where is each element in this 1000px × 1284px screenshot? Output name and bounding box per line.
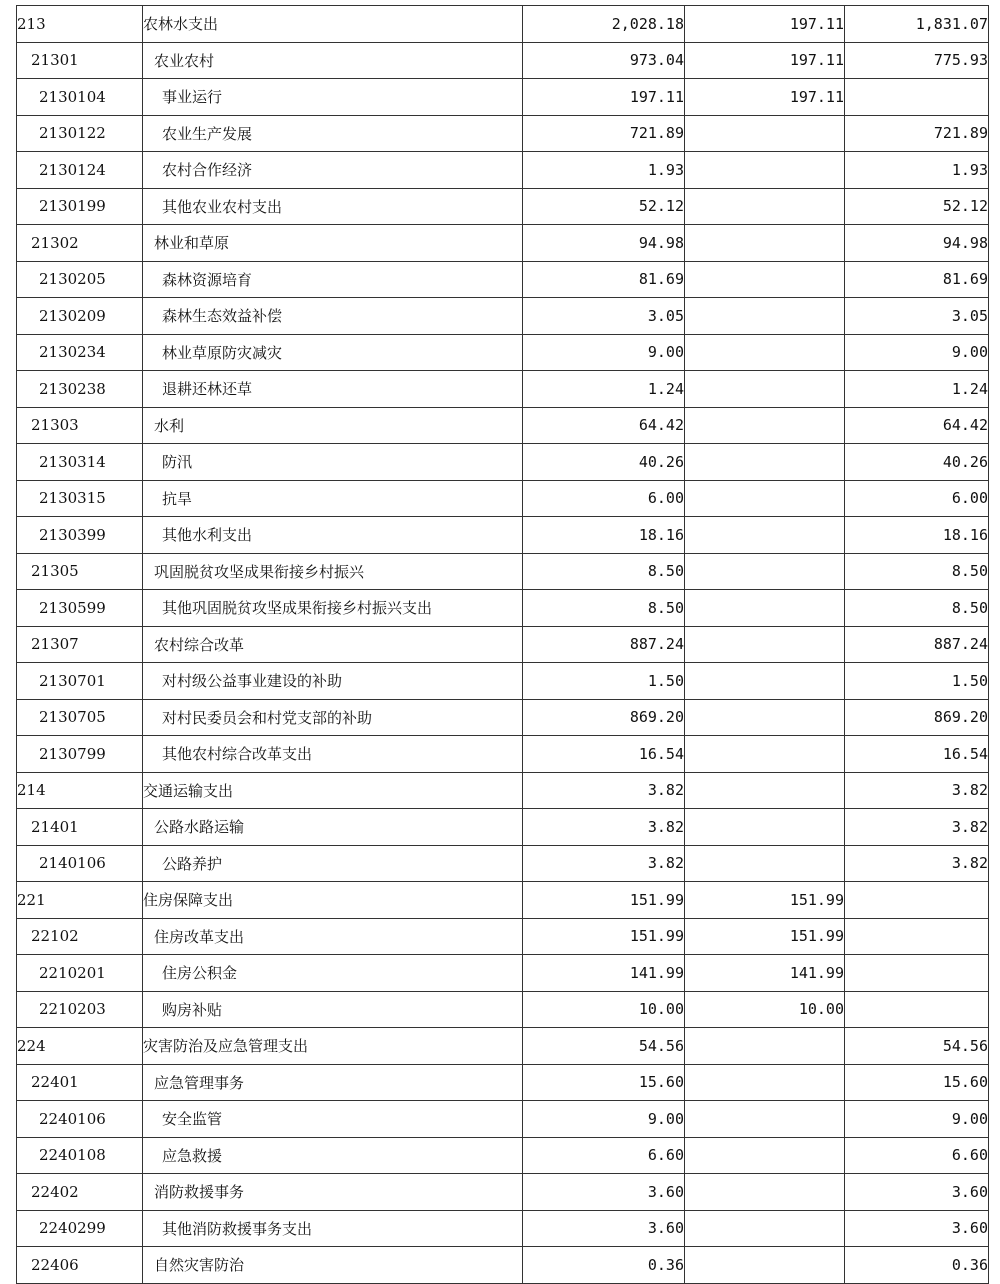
basic-expenditure-cell [685,298,845,335]
account-code-cell: 2130599 [17,590,143,627]
total-amount-cell: 54.56 [523,1028,685,1065]
account-name-cell: 防汛 [143,444,523,481]
account-code-cell: 2210203 [17,991,143,1028]
project-expenditure-cell: 1,831.07 [845,6,989,43]
basic-expenditure-cell [685,1247,845,1284]
account-name-cell: 应急管理事务 [143,1064,523,1101]
basic-expenditure-cell [685,663,845,700]
total-amount-cell: 1.93 [523,152,685,189]
account-code-cell: 21307 [17,626,143,663]
project-expenditure-cell: 81.69 [845,261,989,298]
account-name-cell: 农村综合改革 [143,626,523,663]
account-name-cell: 其他消防救援事务支出 [143,1210,523,1247]
basic-expenditure-cell: 151.99 [685,882,845,919]
table-row [17,1247,989,1284]
account-name-cell: 农业生产发展 [143,115,523,152]
total-amount-cell: 721.89 [523,115,685,152]
account-code-cell: 2130315 [17,480,143,517]
table-row [17,517,989,554]
total-amount-cell: 6.00 [523,480,685,517]
basic-expenditure-cell [685,115,845,152]
basic-expenditure-cell [685,1028,845,1065]
account-code-cell: 2240108 [17,1137,143,1174]
total-amount-cell: 3.60 [523,1210,685,1247]
project-expenditure-cell: 8.50 [845,590,989,627]
account-code-cell: 21301 [17,42,143,79]
table-row [17,955,989,992]
table-row [17,42,989,79]
account-code-cell: 2130314 [17,444,143,481]
account-name-cell: 林业和草原 [143,225,523,262]
expenditure-table [16,5,989,1284]
basic-expenditure-cell [685,480,845,517]
table-row [17,188,989,225]
basic-expenditure-cell [685,371,845,408]
project-expenditure-cell: 9.00 [845,334,989,371]
total-amount-cell: 15.60 [523,1064,685,1101]
total-amount-cell: 8.50 [523,553,685,590]
total-amount-cell: 40.26 [523,444,685,481]
basic-expenditure-cell [685,407,845,444]
table-row [17,1210,989,1247]
account-code-cell: 22406 [17,1247,143,1284]
account-name-cell: 水利 [143,407,523,444]
account-code-cell: 21401 [17,809,143,846]
table-row [17,152,989,189]
account-name-cell: 交通运输支出 [143,772,523,809]
total-amount-cell: 973.04 [523,42,685,79]
account-name-cell: 林业草原防灾减灾 [143,334,523,371]
table-row [17,845,989,882]
total-amount-cell: 3.60 [523,1174,685,1211]
basic-expenditure-cell [685,225,845,262]
account-name-cell: 事业运行 [143,79,523,116]
account-name-cell: 对村级公益事业建设的补助 [143,663,523,700]
account-code-cell: 22401 [17,1064,143,1101]
project-expenditure-cell: 40.26 [845,444,989,481]
table-row [17,1064,989,1101]
table-row [17,991,989,1028]
basic-expenditure-cell [685,1101,845,1138]
table-row [17,444,989,481]
project-expenditure-cell: 775.93 [845,42,989,79]
table-row [17,882,989,919]
project-expenditure-cell: 6.60 [845,1137,989,1174]
basic-expenditure-cell: 141.99 [685,955,845,992]
basic-expenditure-cell [685,152,845,189]
table-row [17,298,989,335]
table-row [17,115,989,152]
basic-expenditure-cell: 151.99 [685,918,845,955]
table-row [17,225,989,262]
account-name-cell: 其他水利支出 [143,517,523,554]
account-code-cell: 2140106 [17,845,143,882]
total-amount-cell: 3.05 [523,298,685,335]
account-name-cell: 退耕还林还草 [143,371,523,408]
account-code-cell: 2210201 [17,955,143,992]
basic-expenditure-cell [685,553,845,590]
total-amount-cell: 141.99 [523,955,685,992]
total-amount-cell: 887.24 [523,626,685,663]
project-expenditure-cell: 869.20 [845,699,989,736]
project-expenditure-cell: 54.56 [845,1028,989,1065]
total-amount-cell: 197.11 [523,79,685,116]
project-expenditure-cell [845,882,989,919]
total-amount-cell: 94.98 [523,225,685,262]
account-code-cell: 2130701 [17,663,143,700]
project-expenditure-cell: 1.93 [845,152,989,189]
project-expenditure-cell: 3.05 [845,298,989,335]
basic-expenditure-cell [685,626,845,663]
table-row [17,407,989,444]
account-name-cell: 安全监管 [143,1101,523,1138]
account-code-cell: 214 [17,772,143,809]
project-expenditure-cell: 15.60 [845,1064,989,1101]
table-row [17,736,989,773]
total-amount-cell: 52.12 [523,188,685,225]
account-name-cell: 对村民委员会和村党支部的补助 [143,699,523,736]
total-amount-cell: 81.69 [523,261,685,298]
basic-expenditure-cell [685,1210,845,1247]
project-expenditure-cell: 887.24 [845,626,989,663]
account-code-cell: 2240299 [17,1210,143,1247]
project-expenditure-cell: 6.00 [845,480,989,517]
total-amount-cell: 869.20 [523,699,685,736]
basic-expenditure-cell: 197.11 [685,79,845,116]
table-row [17,1137,989,1174]
table-row [17,772,989,809]
account-code-cell: 21305 [17,553,143,590]
account-code-cell: 2130124 [17,152,143,189]
account-code-cell: 2130199 [17,188,143,225]
account-name-cell: 住房保障支出 [143,882,523,919]
account-name-cell: 灾害防治及应急管理支出 [143,1028,523,1065]
account-name-cell: 消防救援事务 [143,1174,523,1211]
total-amount-cell: 18.16 [523,517,685,554]
account-code-cell: 2240106 [17,1101,143,1138]
account-name-cell: 森林资源培育 [143,261,523,298]
project-expenditure-cell: 8.50 [845,553,989,590]
table-row [17,6,989,43]
table-body [17,6,989,1284]
account-code-cell: 2130799 [17,736,143,773]
account-code-cell: 2130209 [17,298,143,335]
basic-expenditure-cell [685,444,845,481]
total-amount-cell: 1.24 [523,371,685,408]
project-expenditure-cell [845,991,989,1028]
table-row [17,1028,989,1065]
table-row [17,918,989,955]
account-code-cell: 21302 [17,225,143,262]
basic-expenditure-cell [685,517,845,554]
account-name-cell: 其他农业农村支出 [143,188,523,225]
account-code-cell: 2130238 [17,371,143,408]
table-row [17,480,989,517]
project-expenditure-cell: 9.00 [845,1101,989,1138]
table-row [17,371,989,408]
total-amount-cell: 9.00 [523,334,685,371]
project-expenditure-cell: 16.54 [845,736,989,773]
project-expenditure-cell: 0.36 [845,1247,989,1284]
project-expenditure-cell: 3.82 [845,809,989,846]
account-code-cell: 2130122 [17,115,143,152]
total-amount-cell: 3.82 [523,772,685,809]
basic-expenditure-cell [685,1137,845,1174]
account-name-cell: 巩固脱贫攻坚成果衔接乡村振兴 [143,553,523,590]
total-amount-cell: 3.82 [523,845,685,882]
total-amount-cell: 9.00 [523,1101,685,1138]
account-code-cell: 221 [17,882,143,919]
account-code-cell: 224 [17,1028,143,1065]
project-expenditure-cell: 3.60 [845,1210,989,1247]
total-amount-cell: 16.54 [523,736,685,773]
project-expenditure-cell [845,918,989,955]
total-amount-cell: 8.50 [523,590,685,627]
table-row [17,79,989,116]
total-amount-cell: 6.60 [523,1137,685,1174]
project-expenditure-cell: 1.50 [845,663,989,700]
basic-expenditure-cell [685,809,845,846]
project-expenditure-cell: 18.16 [845,517,989,554]
account-code-cell: 2130234 [17,334,143,371]
table-row [17,809,989,846]
account-code-cell: 2130104 [17,79,143,116]
table-row [17,699,989,736]
basic-expenditure-cell [685,590,845,627]
table-row [17,1174,989,1211]
account-name-cell: 其他农村综合改革支出 [143,736,523,773]
account-name-cell: 公路养护 [143,845,523,882]
account-name-cell: 自然灾害防治 [143,1247,523,1284]
account-code-cell: 2130705 [17,699,143,736]
project-expenditure-cell: 3.82 [845,845,989,882]
account-name-cell: 农林水支出 [143,6,523,43]
basic-expenditure-cell [685,772,845,809]
project-expenditure-cell: 94.98 [845,225,989,262]
project-expenditure-cell: 3.60 [845,1174,989,1211]
basic-expenditure-cell [685,1064,845,1101]
basic-expenditure-cell [685,1174,845,1211]
basic-expenditure-cell [685,736,845,773]
account-name-cell: 公路水路运输 [143,809,523,846]
project-expenditure-cell: 3.82 [845,772,989,809]
basic-expenditure-cell [685,334,845,371]
total-amount-cell: 151.99 [523,882,685,919]
basic-expenditure-cell [685,188,845,225]
account-name-cell: 农村合作经济 [143,152,523,189]
table-row [17,663,989,700]
basic-expenditure-cell: 197.11 [685,42,845,79]
project-expenditure-cell: 64.42 [845,407,989,444]
project-expenditure-cell: 1.24 [845,371,989,408]
account-name-cell: 其他巩固脱贫攻坚成果衔接乡村振兴支出 [143,590,523,627]
total-amount-cell: 1.50 [523,663,685,700]
basic-expenditure-cell [685,699,845,736]
account-code-cell: 22402 [17,1174,143,1211]
account-name-cell: 森林生态效益补偿 [143,298,523,335]
table-row [17,334,989,371]
total-amount-cell: 0.36 [523,1247,685,1284]
account-code-cell: 21303 [17,407,143,444]
project-expenditure-cell [845,955,989,992]
account-name-cell: 应急救援 [143,1137,523,1174]
account-code-cell: 2130205 [17,261,143,298]
project-expenditure-cell [845,79,989,116]
account-name-cell: 抗旱 [143,480,523,517]
basic-expenditure-cell [685,845,845,882]
total-amount-cell: 64.42 [523,407,685,444]
basic-expenditure-cell [685,261,845,298]
project-expenditure-cell: 52.12 [845,188,989,225]
project-expenditure-cell: 721.89 [845,115,989,152]
account-code-cell: 2130399 [17,517,143,554]
total-amount-cell: 10.00 [523,991,685,1028]
account-code-cell: 22102 [17,918,143,955]
table-row [17,1101,989,1138]
table-row [17,261,989,298]
account-name-cell: 农业农村 [143,42,523,79]
total-amount-cell: 2,028.18 [523,6,685,43]
account-name-cell: 住房改革支出 [143,918,523,955]
table-row [17,626,989,663]
basic-expenditure-cell: 10.00 [685,991,845,1028]
total-amount-cell: 3.82 [523,809,685,846]
account-name-cell: 购房补贴 [143,991,523,1028]
table-row [17,590,989,627]
table-row [17,553,989,590]
account-code-cell: 213 [17,6,143,43]
account-name-cell: 住房公积金 [143,955,523,992]
total-amount-cell: 151.99 [523,918,685,955]
basic-expenditure-cell: 197.11 [685,6,845,43]
